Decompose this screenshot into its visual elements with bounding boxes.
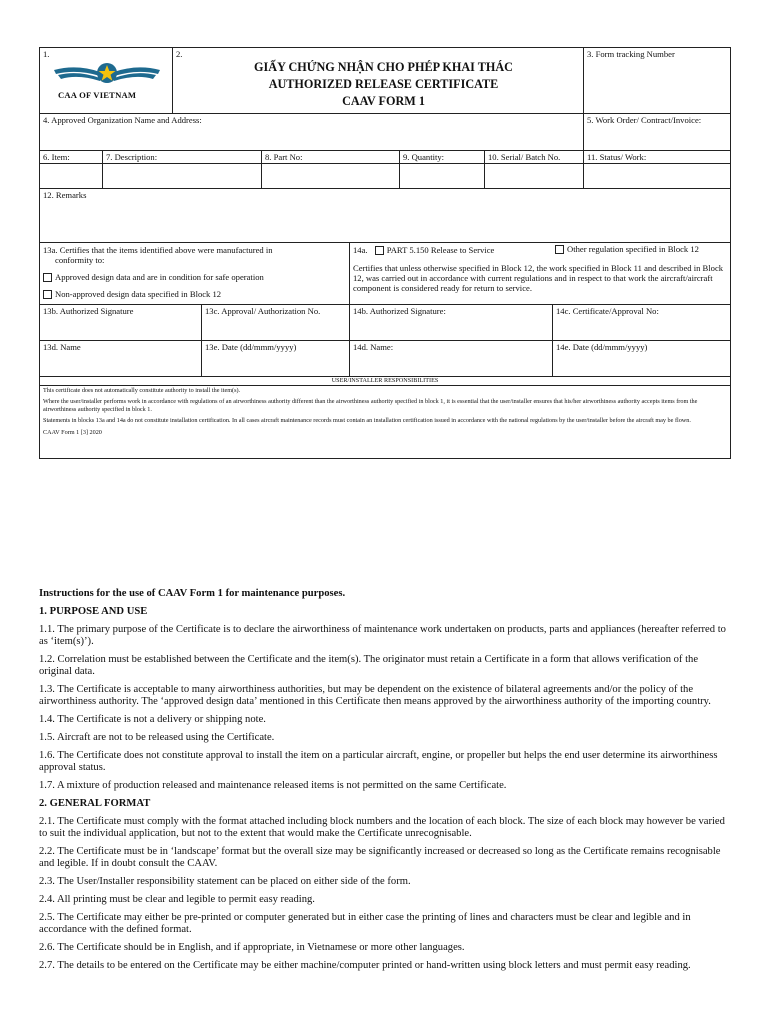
block-5-label: 5. Work Order/ Contract/Invoice: (587, 115, 702, 125)
block-14a (350, 243, 730, 305)
part-5150-label: PART 5.150 Release to Service (386, 245, 495, 255)
paragraph-2-4: 2.4. All printing must be clear and legible to permit easy reading. (39, 893, 315, 905)
block-13e[interactable] (202, 341, 350, 377)
block-13c-label: 13c. Approval/ Authorization No. (205, 306, 321, 316)
block-1-number: 1. (43, 49, 50, 59)
block-14d[interactable] (350, 341, 553, 377)
block-14a-statement: Certifies that unless otherwise specified in Block 12, the work specified in Block 11 and described in Block 12, was carried out in accordance with current regulations and in respect to that work the aircraft/aircraft component is considered ready for return to service. (353, 263, 724, 293)
block-14c[interactable] (553, 305, 730, 341)
block-14e-label: 14e. Date (dd/mmm/yyyy) (556, 342, 648, 352)
form-footer: CAAV Form 1 [3] 2020 (43, 428, 102, 436)
block-13d-label: 13d. Name (43, 342, 81, 352)
section-2-heading: 2. GENERAL FORMAT (39, 797, 151, 809)
block-8-label: 8. Part No: (265, 152, 303, 162)
caav-form-1 (39, 47, 731, 459)
paragraph-1-2: 1.2. Correlation must be established between the Certificate and the item(s). The originator must retain a Certificate in a form that allows verification of the original data. (39, 653, 699, 678)
section-1-heading: 1. PURPOSE AND USE (39, 605, 148, 617)
block-13a-text: 13a. Certifies that the items identified above were manufactured in (43, 245, 273, 255)
block-11 (584, 151, 730, 164)
paragraph-2-7: 2.7. The details to be entered on the Certificate may be either machine/computer printed or hand-written using block letters and must permit easy reading. (39, 959, 691, 971)
user-installer-responsibilities (40, 386, 730, 458)
block-9 (400, 151, 485, 164)
block-9-label: 9. Quantity: (403, 152, 445, 162)
block-12 (40, 189, 730, 243)
paragraph-2-2: 2.2. The Certificate must be in ‘landscape’ format but the overall size may be significantly increased or decreased so long as the Certificate remains recognisable and legible. If in doubt consult the CAAV. (39, 845, 721, 870)
block-14b[interactable] (350, 305, 553, 341)
block-14a-number: 14a. (353, 245, 368, 255)
block-14b-label: 14b. Authorized Signature: (353, 306, 446, 316)
part-no-value[interactable] (262, 164, 400, 189)
block-14d-label: 14d. Name: (353, 342, 394, 352)
item-value[interactable] (40, 164, 103, 189)
block-2-number: 2. (176, 49, 183, 59)
other-regulation-checkbox[interactable] (555, 245, 564, 254)
serial-value[interactable] (485, 164, 584, 189)
paragraph-2-6: 2.6. The Certificate should be in English, and if appropriate, in Vietnamese or more other languages. (39, 941, 465, 953)
block-4-label: 4. Approved Organization Name and Address: (43, 115, 202, 125)
user-statement-1: This certificate does not automatically constitute authority to install the item(s). (43, 387, 241, 394)
form-title (185, 59, 582, 110)
block-14e[interactable] (553, 341, 730, 377)
block-7-label: 7. Description: (106, 152, 158, 162)
user-installer-header (40, 377, 730, 386)
instructions-title: Instructions for the use of CAAV Form 1 for maintenance purposes. (39, 588, 346, 599)
non-approved-design-label: Non-approved design data specified in Block 12 (55, 289, 222, 299)
block-14c-label: 14c. Certificate/Approval No: (556, 306, 659, 316)
block-10 (485, 151, 584, 164)
approved-design-label: Approved design data and are in condition for safe operation (55, 272, 264, 282)
paragraph-2-3: 2.3. The User/Installer responsibility statement can be placed on either side of the form. (39, 876, 411, 887)
paragraph-1-3: 1.3. The Certificate is acceptable to many airworthiness authorities, but may be dependent on the existence of bilateral agreements and/or the policy of the airworthiness authority. The ‘approved design data’ mentioned in this Certificate then means approved by the airworthiness authority of the importing country. (39, 684, 711, 708)
block-11-label: 11. Status/ Work: (587, 152, 647, 162)
description-value[interactable] (103, 164, 262, 189)
status-value[interactable] (584, 164, 730, 189)
user-statement-3: Statements in blocks 13a and 14a do not constitute installation certification. In all cases aircraft maintenance records must contain an installation certification issued in accordance with the national regulations by the user/installer before the aircraft may be flown. (43, 417, 691, 425)
block-8 (262, 151, 400, 164)
user-installer-title: USER/INSTALLER RESPONSIBILITIES (331, 377, 439, 384)
paragraph-2-5: 2.5. The Certificate may either be pre-printed or computer generated but in either case the printing of lines and characters must be clear and legible and in accordance with the defined format. (39, 911, 691, 935)
block-3 (584, 48, 730, 114)
block-5 (584, 114, 730, 151)
paragraph-1-5: 1.5. Aircraft are not to be released using the Certificate. (39, 732, 275, 743)
title-form: CAAV FORM 1 (342, 94, 425, 108)
block-13a-text-2: conformity to: (55, 255, 105, 265)
title-vietnamese: GIẤY CHỨNG NHẬN CHO PHÉP KHAI THÁC (254, 60, 513, 74)
paragraph-1-6: 1.6. The Certificate does not constitute approval to install the item on a particular aircraft, engine, or propeller but helps the end user determine its airworthiness approval status. (39, 749, 718, 774)
quantity-value[interactable] (400, 164, 485, 189)
logo-text: CAA OF VIETNAM (58, 90, 137, 100)
paragraph-1-7: 1.7. A mixture of production released and maintenance released items is not permitted on the same Certificate. (39, 780, 507, 791)
block-4 (40, 114, 584, 151)
other-regulation-label: Other regulation specified in Block 12 (567, 244, 699, 254)
approved-design-checkbox[interactable] (43, 273, 52, 282)
paragraph-2-1: 2.1. The Certificate must comply with the format attached including block numbers and the location of each block. The size of each block may however be varied to suit the individual application, but not to the extent that would make the Certificate unrecognisable. (39, 815, 725, 839)
block-13e-label: 13e. Date (dd/mmm/yyyy) (205, 342, 297, 352)
block-13b[interactable] (40, 305, 202, 341)
block-13d[interactable] (40, 341, 202, 377)
block-6-label: 6. Item: (43, 152, 70, 162)
block-13c[interactable] (202, 305, 350, 341)
title-english: AUTHORIZED RELEASE CERTIFICATE (268, 77, 499, 91)
block-10-label: 10. Serial/ Batch No. (488, 152, 561, 162)
instructions (39, 588, 731, 977)
block-13b-label: 13b. Authorized Signature (43, 306, 134, 316)
block-6 (40, 151, 103, 164)
block-3-label: 3. Form tracking Number (587, 49, 675, 59)
non-approved-design-checkbox[interactable] (43, 290, 52, 299)
block-13a (40, 243, 350, 305)
block-7 (103, 151, 262, 164)
block-12-label: 12. Remarks (43, 190, 87, 200)
user-statement-2: Where the user/installer performs work in accordance with regulations of an airworthiness authority different than the airworthiness authority specified in block 1, it is essential that the user/installer ensures that his/her airworthiness authority accepts items from the airworthiness authority specified in block 1. (43, 398, 698, 413)
paragraph-1-4: 1.4. The Certificate is not a delivery or shipping note. (39, 714, 266, 726)
part-5150-checkbox[interactable] (375, 246, 384, 255)
paragraph-1-1: 1.1. The primary purpose of the Certificate is to declare the airworthiness of maintenance work undertaken on products, parts and appliances (hereafter referred to as ‘item(s)’). (39, 623, 726, 647)
block-1 (40, 48, 173, 114)
caa-vietnam-logo-icon (52, 60, 162, 88)
